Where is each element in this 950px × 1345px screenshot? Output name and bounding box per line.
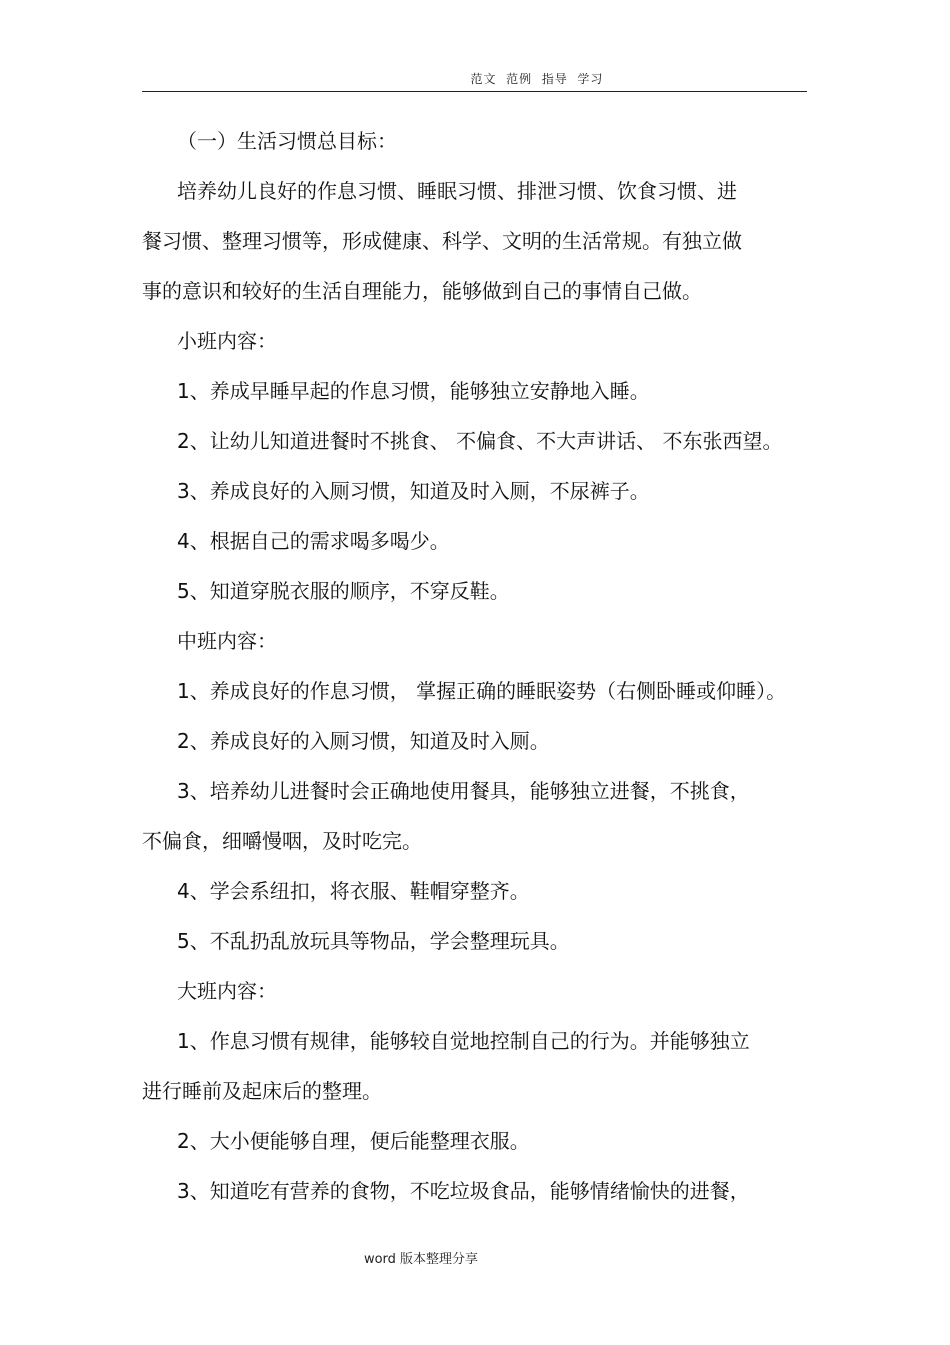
section-heading: （一）生活习惯总目标：	[177, 129, 397, 153]
subsection-heading-middle-class: 中班内容：	[177, 629, 277, 653]
paragraph-line: 餐习惯、整理习惯等，形成健康、科学、文明的生活常规。有独立做	[142, 229, 742, 253]
paragraph-line: 事的意识和较好的生活自理能力，能够做到自己的事情自己做。	[142, 279, 702, 303]
list-item: 3、培养幼儿进餐时会正确地使用餐具，能够独立进餐，不挑食，	[177, 779, 750, 803]
list-item: 3、知道吃有营养的食物，不吃垃圾食品，能够情绪愉快的进餐，	[177, 1179, 750, 1203]
list-item: 2、养成良好的入厕习惯，知道及时入厕。	[177, 729, 550, 753]
list-item-continuation: 不偏食，细嚼慢咽，及时吃完。	[142, 829, 422, 853]
page-header: 范文 范例 指导 学习	[470, 72, 604, 86]
list-item: 4、根据自己的需求喝多喝少。	[177, 529, 450, 553]
paragraph-line: 培养幼儿良好的作息习惯、睡眠习惯、排泄习惯、饮食习惯、进	[177, 179, 737, 203]
list-item: 2、大小便能够自理，便后能整理衣服。	[177, 1129, 530, 1153]
list-item: 5、知道穿脱衣服的顺序，不穿反鞋。	[177, 579, 510, 603]
list-item: 1、养成早睡早起的作息习惯，能够独立安静地入睡。	[177, 379, 650, 403]
header-divider	[142, 91, 807, 92]
list-item: 1、养成良好的作息习惯， 掌握正确的睡眠姿势（右侧卧睡或仰睡）。	[177, 679, 787, 703]
list-item: 4、学会系纽扣，将衣服、鞋帽穿整齐。	[177, 879, 530, 903]
subsection-heading-large-class: 大班内容：	[177, 979, 277, 1003]
list-item: 1、作息习惯有规律，能够较自觉地控制自己的行为。并能够独立	[177, 1029, 750, 1053]
list-item: 2、让幼儿知道进餐时不挑食、 不偏食、不大声讲话、 不东张西望。	[177, 429, 783, 453]
list-item: 3、养成良好的入厕习惯，知道及时入厕，不尿裤子。	[177, 479, 650, 503]
list-item-continuation: 进行睡前及起床后的整理。	[142, 1079, 382, 1103]
list-item: 5、不乱扔乱放玩具等物品，学会整理玩具。	[177, 929, 570, 953]
page-footer: word 版本整理分享	[363, 1252, 479, 1267]
subsection-heading-small-class: 小班内容：	[177, 329, 277, 353]
